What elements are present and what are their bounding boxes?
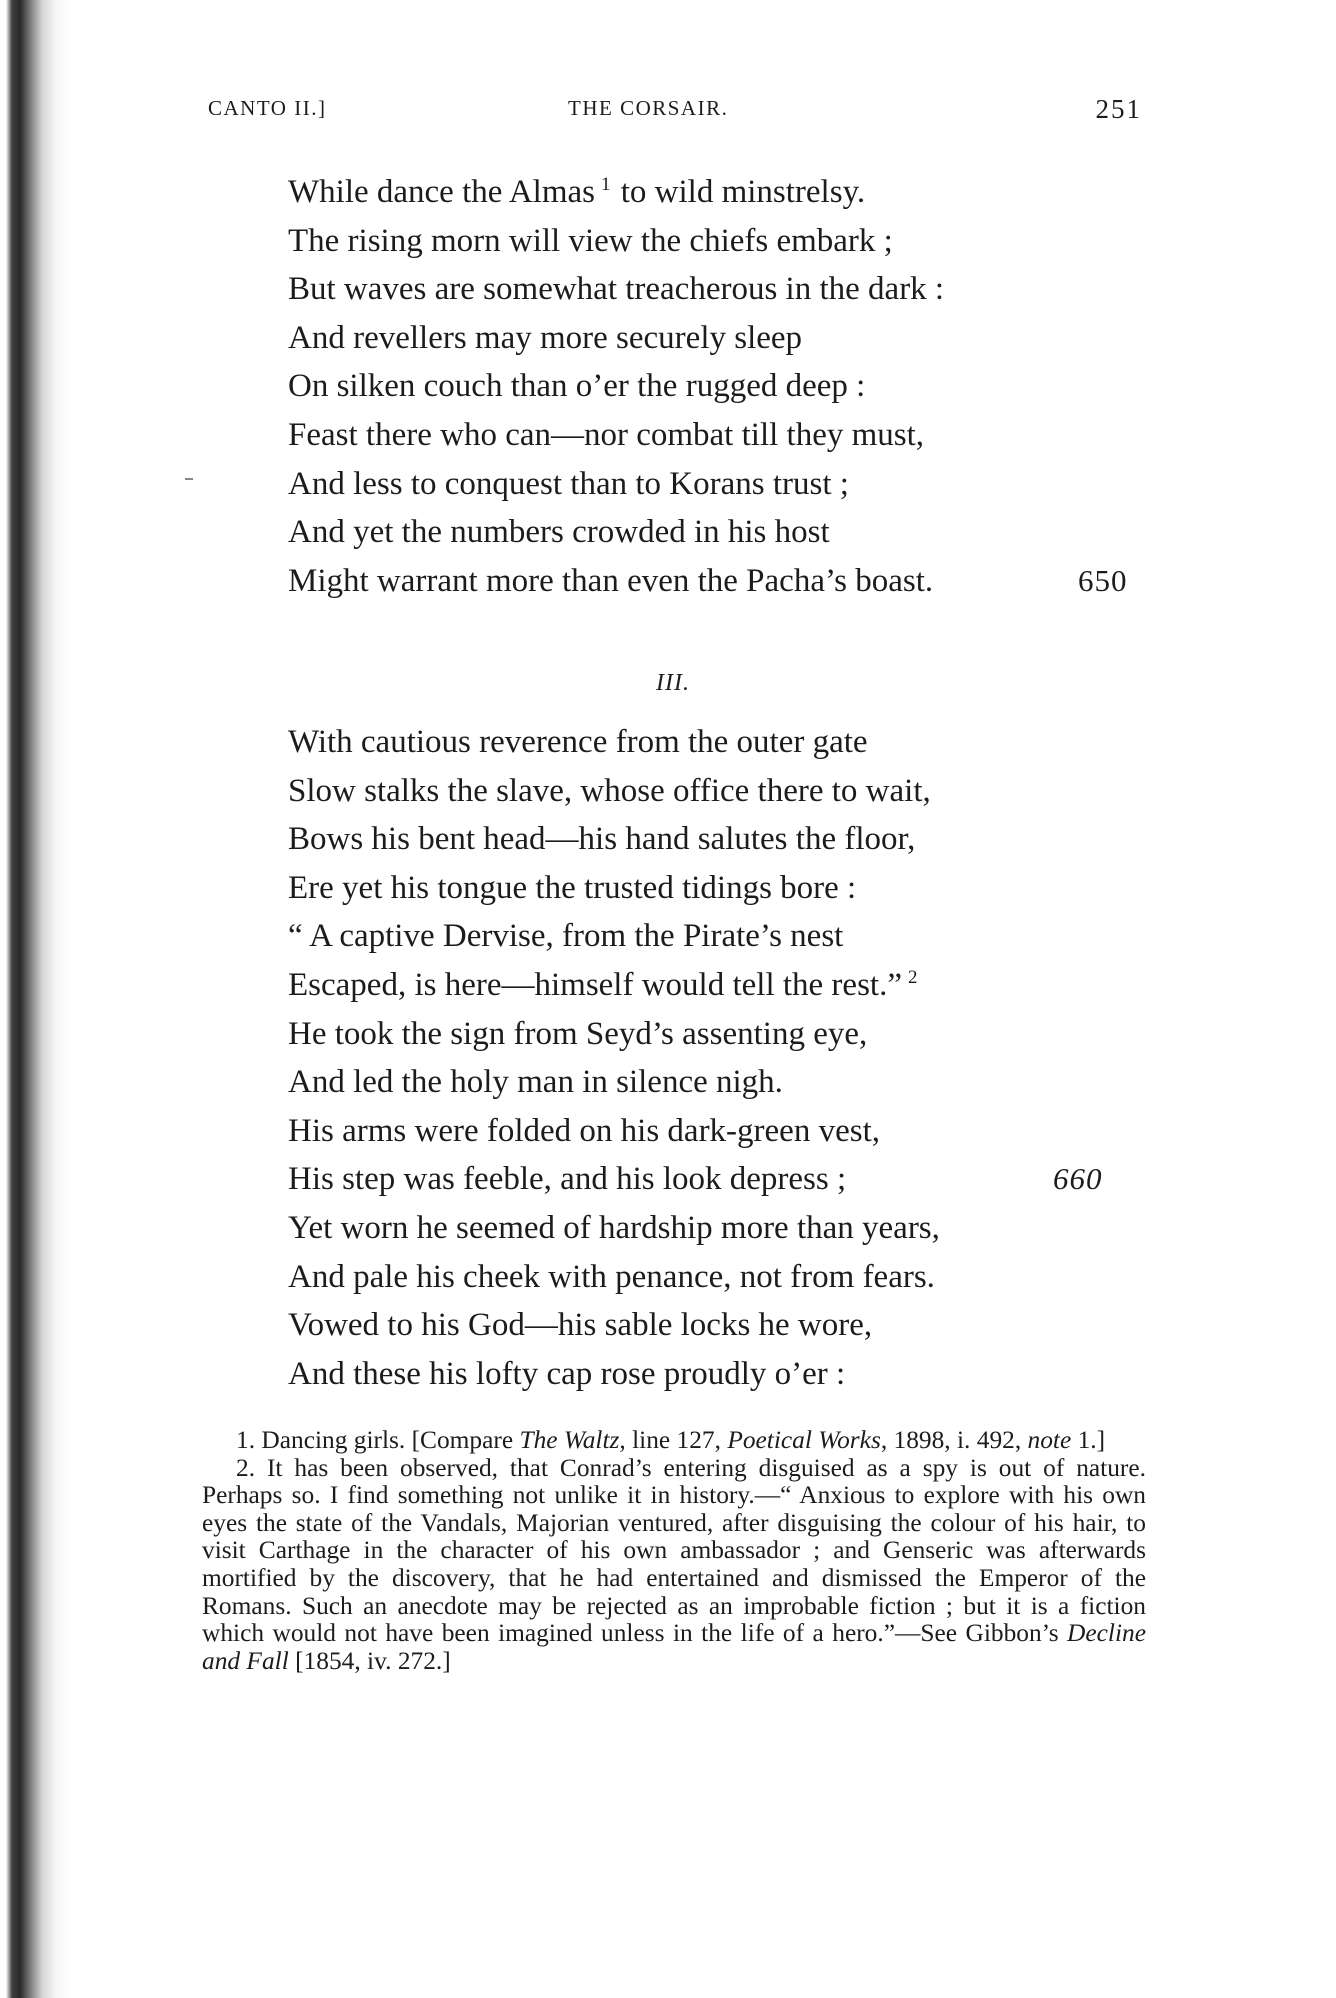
running-head (208, 96, 1142, 136)
verse-line: With cautious reverence from the outer gate (288, 724, 868, 760)
verse-line: And yet the numbers crowded in his host (288, 514, 830, 551)
footnote-1: 1. Dancing girls. [Compare The Waltz, line 127, Poetical Works, 1898, i. 492, note 1.] (236, 1426, 1106, 1454)
page-number: 251 (1095, 94, 1142, 124)
verse-line: And led the holy man in silence nigh. (288, 1064, 783, 1101)
verse-line: And pale his cheek with penance, not from fears. (288, 1258, 935, 1295)
footnotes (202, 1427, 1146, 1675)
verse-line: Escaped, is here—himself would tell the rest.” $^2$ (288, 966, 918, 1003)
verse-line: Yet worn he seemed of hardship more than years, (288, 1209, 940, 1246)
verse-line: He took the sign from Seyd’s assenting eye, (288, 1015, 868, 1052)
footnote-ref: 2 (907, 966, 918, 988)
verse-line: “ A captive Dervise, from the Pirate’s nest (288, 918, 844, 955)
verse-line: Ere yet his tongue the trusted tidings bore : (288, 869, 857, 906)
canto-label: CANTO II.] (208, 96, 327, 120)
section-number: III. (656, 670, 690, 696)
line-number: 660 (1053, 1161, 1103, 1197)
verse-line: Bows his bent head—his hand salutes the floor, (288, 821, 916, 858)
book-title: THE CORSAIR. (568, 96, 729, 120)
verse-line: The rising morn will view the chiefs embark ; (288, 222, 893, 259)
verse-line: And these his lofty cap rose proudly o’er : (288, 1355, 846, 1392)
verse-block-1 (288, 168, 1148, 605)
verse-line: His arms were folded on his dark-green vest, (288, 1112, 880, 1149)
verse-block-2 (288, 718, 1148, 1398)
verse-line: Feast there who can—nor combat till they must, (288, 416, 925, 453)
footnote-ref: 1 (600, 174, 611, 195)
verse-line: While dance the Almas $^1$ to wild minstrelsy. (288, 174, 866, 210)
verse-line: On silken couch than o’er the rugged deep : (288, 368, 866, 405)
verse-line: And less to conquest than to Korans trust ; (288, 465, 849, 502)
footnote-2: 2. It has been observed, that Conrad’s entering disguised as a spy is out of nature. Perhaps so. I find something not unlike it in history.—“ Anxious to explore with his own eyes the state of the Vandals, Majorian ventured, after disguising the colour of his hair, to visit Carthage in the character of his own ambassador ; and Genseric was afterwards mortified by the discovery, that he had entertained and dismissed the Emperor of the Romans. Such an anecdote may be rejected as an improbable fiction ; but it is a fiction which would not have been imagined unless in the life of a hero.”—See Gibbon’s Decline and Fall [1854, iv. 272.] (202, 1453, 1146, 1675)
verse-line: But waves are somewhat treacherous in the dark : (288, 271, 945, 308)
line-number: 650 (1078, 562, 1128, 598)
verse-line: His step was feeble, and his look depress ; 660 (288, 1155, 1148, 1204)
verse-line: Might warrant more than even the Pacha’s boast. 650 (288, 557, 1148, 606)
verse-line: And revellers may more securely sleep (288, 319, 803, 356)
binding-gutter-shadow (0, 0, 70, 1998)
verse-line: Slow stalks the slave, whose office there to wait, (288, 772, 931, 809)
verse-line: Vowed to his God—his sable locks he wore, (288, 1307, 873, 1344)
margin-mark (185, 478, 193, 480)
